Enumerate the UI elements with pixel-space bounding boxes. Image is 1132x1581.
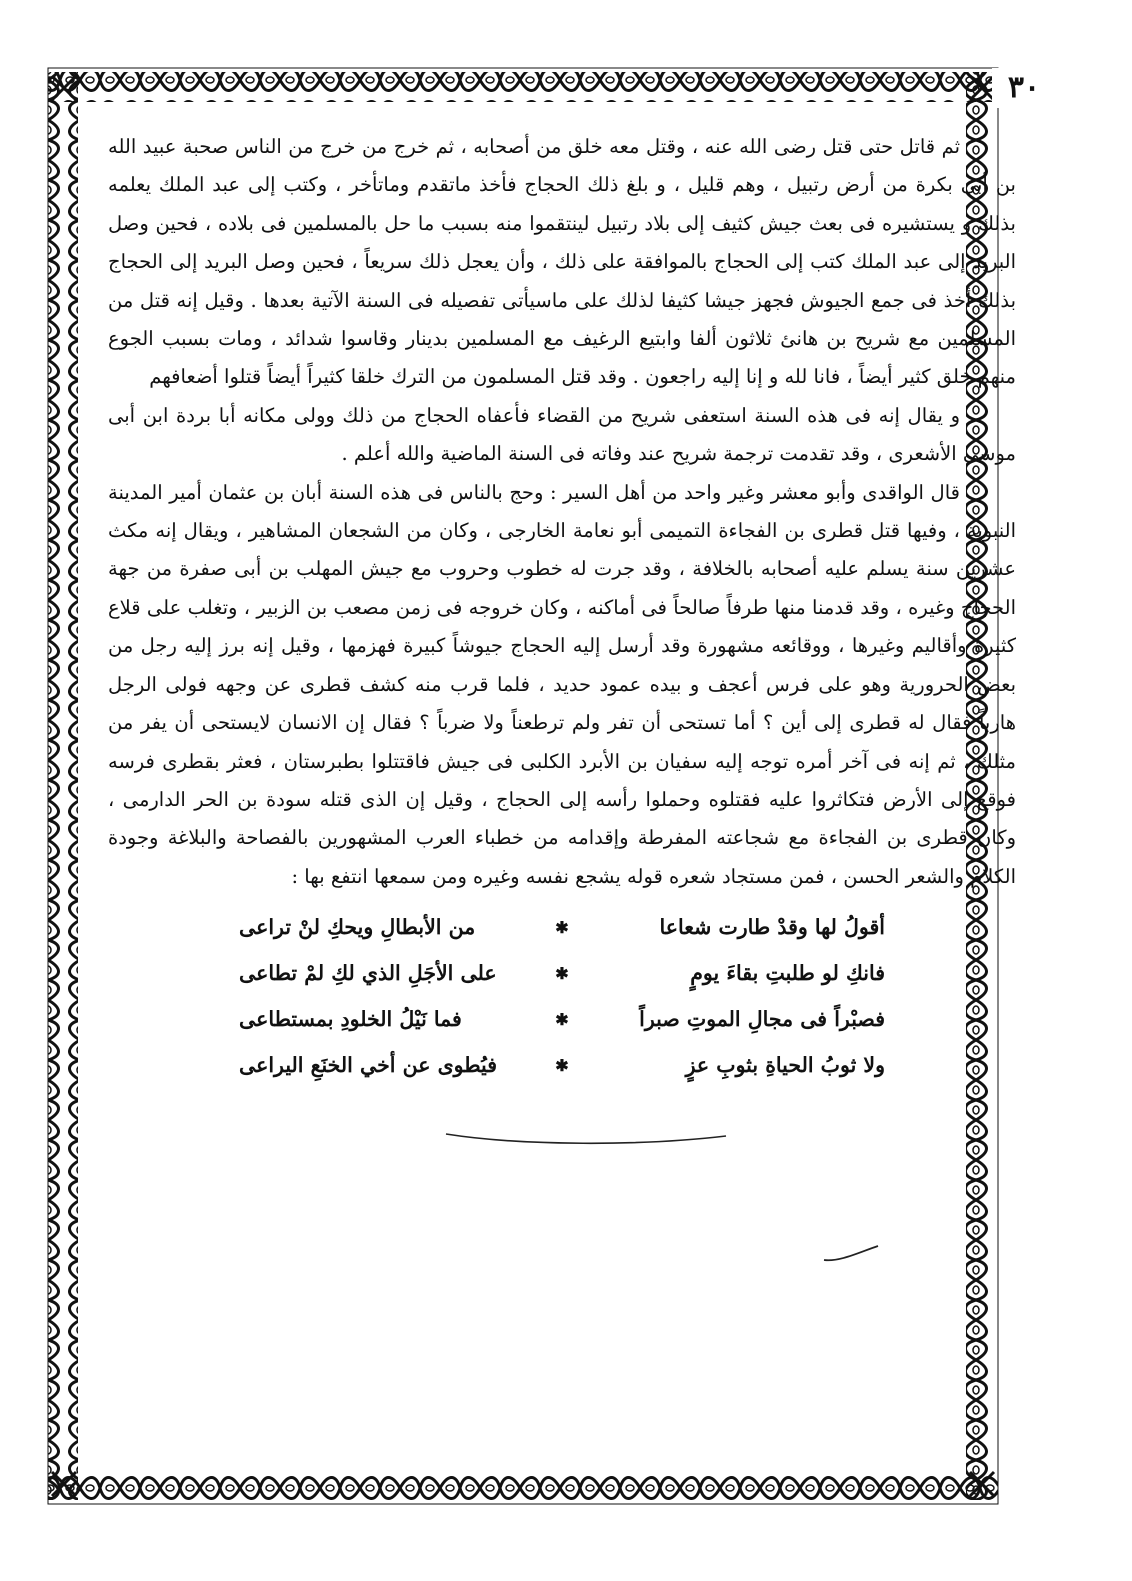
border-top [48,72,998,102]
poem-hemistich-first: فصبْراً فى مجالِ الموتِ صبراً [639,1007,885,1032]
verse-separator: ✱ [555,917,569,937]
verse-separator: ✱ [555,1009,569,1029]
paragraph: ثم قاتل حتى قتل رضى الله عنه ، وقتل معه خلق من أصحابه ، ثم خرج من خرج من الناس صحبة عبيد الله بن أبى بكرة من أرض رتبيل ، وهم قليل ، و بلغ ذلك الحجاج فأخذ ماتقدم وماتأخر ، وكتب إلى عبد الملك يعلمه بذلك و يستشيره فى بعث جيش كثيف إلى بلاد رتبيل لينتقموا منه بسبب ما حل بالمسلمين فى بلاده ، فحين وصل البريد إلى عبد الملك كتب إلى الحجاج بالموافقة على ذلك ، وأن يعجل ذلك سريعاً ، فحين وصل البريد إلى الحجاج بذلك أخذ فى جمع الجيوش فجهز جيشا كثيفا لذلك على ماسيأتى تفصيله فى السنة الآتية بعدها . وقيل إنه قتل من المسلمين مع شريح بن هانئ ثلاثون ألفا وابتيع الرغيف مع المسلمين بدينار وقاسوا شدائد ، ومات بسبب الجوع منهم خلق كثير أيضاً ، فانا لله و إنا إليه راجعون . وقد قتل المسلمون من الترك خلقا كثيراً أيضاً قتلوا أضعافهم [108,135,1016,389]
border-bottom [48,1470,998,1500]
handwritten-mark [820,1242,882,1266]
handwritten-underline [442,1128,730,1148]
poem-hemistich-first: أقولُ لها وقدْ طارت شعاعا [659,915,885,940]
poem-hemistich-second: من الأبطالِ ويحكِ لنْ تراعى [239,915,476,940]
border-left [48,72,78,1500]
poem-hemistich-first: ولا ثوبُ الحياةِ بثوبِ عزٍ [685,1053,885,1078]
poem-hemistich-second: على الأجَلِ الذي لكِ لمْ تطاعى [239,961,497,986]
poem-hemistich-first: فانكِ لو طلبتِ بقاءَ يومٍ [690,961,885,986]
poem-hemistich-second: فما نَيْلُ الخلودِ بمستطاعى [239,1007,462,1032]
poem-verse [108,950,1016,996]
poem-verse [108,904,1016,950]
poem-verse [108,1042,1016,1088]
poem-hemistich-second: فيُطوى عن أخي الخنَعِ اليراعى [239,1053,498,1078]
paragraph: قال الواقدى وأبو معشر وغير واحد من أهل السير : وحج بالناس فى هذه السنة أبان بن عثمان أمير المدينة النبوية ، وفيها قتل قطرى بن الفجاءة التميمى أبو نعامة الخارجى ، وكان من الشجعان المشاهير ، ويقال إنه مكث عشرين سنة يسلم عليه أصحابه بالخلافة ، وقد جرت له خطوب وحروب مع جيش المهلب بن أبى صفرة من جهة الحجاج وغيره ، وقد قدمنا منها طرفاً صالحاً فى أماكنه ، وكان خروجه فى زمن مصعب بن الزبير ، وتغلب على قلاع كثيرة وأقاليم وغيرها ، ووقائعه مشهورة وقد أرسل إليه الحجاج جيوشاً كبيرة فهزمها ، وقيل إنه برز إليه رجل من بعض الحرورية وهو على فرس أعجف و بيده عمود حديد ، فلما قرب منه كشف قطرى عن وجهه فولى الرجل هارباً فقال له قطرى إلى أين ؟ أما تستحى أن تفر ولم ترطعناً ولا ضرباً ؟ فقال إن الانسان لايستحى أن يفر من مثلك ، ثم إنه فى آخر أمره توجه إليه سفيان بن الأبرد الكلبى فى جيش فاقتتلوا بطبرستان ، فعثر بقطرى فرسه فوقع إلى الأرض فتكاثروا عليه فقتلوه وحملوا رأسه إلى الحجاج ، وقيل إن الذى قتله سودة بن الحر الدارمى ، وكان قطرى بن الفجاءة مع شجاعته المفرطة وإقدامه من خطباء العرب المشهورين بالفصاحة والبلاغة وجودة الكلام والشعر الحسن ، فمن مستجاد شعره قوله يشجع نفسه وغيره ومن سمعها انتفع بها : [108,480,1016,888]
poem-verse [108,996,1016,1042]
page-number: ٣٠ [992,68,1056,108]
poem [108,904,1016,1088]
verse-separator: ✱ [555,963,569,983]
paragraph: و يقال إنه فى هذه السنة استعفى شريح من القضاء فأعفاه الحجاج من ذلك وولى مكانه أبا بردة ابن أبى موسى الأشعرى ، وقد تقدمت ترجمة شريح عند وفاته فى السنة الماضية والله أعلم . [108,403,1016,466]
verse-separator: ✱ [555,1055,569,1075]
